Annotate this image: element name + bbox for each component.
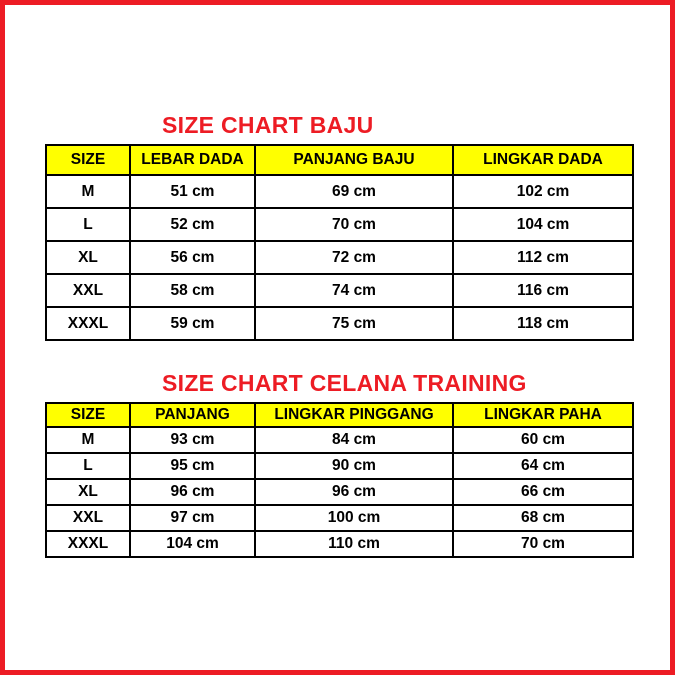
table-header-row xyxy=(46,145,633,175)
header-lingkar-paha: LINGKAR PAHA xyxy=(453,403,633,427)
cell-panjang-baju: 70 cm xyxy=(255,208,453,241)
cell-lebar-dada: 59 cm xyxy=(130,307,255,340)
cell-size: XXXL xyxy=(46,531,130,557)
cell-size: L xyxy=(46,453,130,479)
table-header-row xyxy=(46,403,633,427)
cell-size: XXL xyxy=(46,274,130,307)
header-size: SIZE xyxy=(46,403,130,427)
title-size-chart-baju: SIZE CHART BAJU xyxy=(162,112,374,138)
table-row xyxy=(46,175,633,208)
header-panjang-baju: PANJANG BAJU xyxy=(255,145,453,175)
cell-panjang: 95 cm xyxy=(130,453,255,479)
cell-lingkar-dada: 116 cm xyxy=(453,274,633,307)
cell-panjang: 96 cm xyxy=(130,479,255,505)
cell-panjang-baju: 72 cm xyxy=(255,241,453,274)
cell-lingkar-dada: 102 cm xyxy=(453,175,633,208)
cell-lingkar-paha: 68 cm xyxy=(453,505,633,531)
table-row xyxy=(46,307,633,340)
cell-panjang: 97 cm xyxy=(130,505,255,531)
cell-lingkar-dada: 112 cm xyxy=(453,241,633,274)
table-row xyxy=(46,274,633,307)
size-table-baju xyxy=(45,144,634,341)
cell-panjang: 93 cm xyxy=(130,427,255,453)
cell-lingkar-paha: 60 cm xyxy=(453,427,633,453)
header-size: SIZE xyxy=(46,145,130,175)
header-lebar-dada: LEBAR DADA xyxy=(130,145,255,175)
cell-panjang: 104 cm xyxy=(130,531,255,557)
cell-size: XL xyxy=(46,479,130,505)
header-panjang: PANJANG xyxy=(130,403,255,427)
cell-lingkar-pinggang: 90 cm xyxy=(255,453,453,479)
cell-size: XXXL xyxy=(46,307,130,340)
header-lingkar-dada: LINGKAR DADA xyxy=(453,145,633,175)
table-row xyxy=(46,241,633,274)
cell-lingkar-pinggang: 100 cm xyxy=(255,505,453,531)
table-row xyxy=(46,531,633,557)
cell-lingkar-pinggang: 110 cm xyxy=(255,531,453,557)
table-row xyxy=(46,505,633,531)
cell-lebar-dada: 51 cm xyxy=(130,175,255,208)
cell-size: XXL xyxy=(46,505,130,531)
cell-lingkar-paha: 70 cm xyxy=(453,531,633,557)
cell-panjang-baju: 69 cm xyxy=(255,175,453,208)
cell-lebar-dada: 58 cm xyxy=(130,274,255,307)
cell-lingkar-dada: 104 cm xyxy=(453,208,633,241)
title-size-chart-celana-training: SIZE CHART CELANA TRAINING xyxy=(162,370,527,396)
cell-size: L xyxy=(46,208,130,241)
table-row xyxy=(46,453,633,479)
size-table-celana-training xyxy=(45,402,634,558)
cell-lebar-dada: 56 cm xyxy=(130,241,255,274)
cell-panjang-baju: 75 cm xyxy=(255,307,453,340)
cell-lingkar-paha: 66 cm xyxy=(453,479,633,505)
cell-panjang-baju: 74 cm xyxy=(255,274,453,307)
cell-lingkar-pinggang: 84 cm xyxy=(255,427,453,453)
cell-lingkar-paha: 64 cm xyxy=(453,453,633,479)
cell-size: M xyxy=(46,175,130,208)
table-row xyxy=(46,479,633,505)
cell-size: M xyxy=(46,427,130,453)
table-row xyxy=(46,208,633,241)
cell-lingkar-pinggang: 96 cm xyxy=(255,479,453,505)
header-lingkar-pinggang: LINGKAR PINGGANG xyxy=(255,403,453,427)
cell-lingkar-dada: 118 cm xyxy=(453,307,633,340)
cell-size: XL xyxy=(46,241,130,274)
cell-lebar-dada: 52 cm xyxy=(130,208,255,241)
table-row xyxy=(46,427,633,453)
